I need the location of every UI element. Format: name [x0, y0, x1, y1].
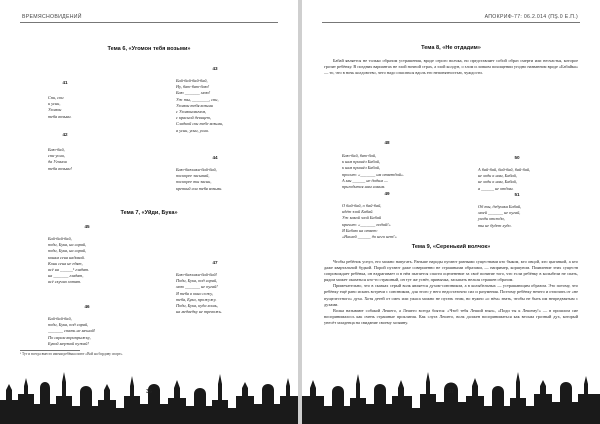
theme-9-text — [324, 259, 578, 326]
verse-48: Баю-бай, баю-бай, к нам пришёл Бабай, к нам пришёл Бабай, просит: «_______ им ответдай». А мы ______ не дадим — пригодится нам самим. — [342, 153, 405, 190]
theme-7-title: Тема 7, «Уйди, Бука» — [120, 210, 178, 216]
verse-47-number: 47 — [212, 260, 218, 265]
verse-45-number: 45 — [84, 224, 90, 229]
verse-46-number: 46 — [84, 304, 90, 309]
verse-43: Бай-бай-бай-бай, Ну, баю-баю-баю! Баю _______ мою! Уж ты, ________, спи, Угомон тебя возьми с Угомоновичем, с красной девицею, Сладкой сон тебе возьми, а усни, усни, усни. — [176, 78, 224, 133]
verse-43-number: 43 — [212, 66, 218, 71]
theme-6-title: Тема 6, «Угомон тебя возьми» — [107, 46, 191, 52]
verse-50: А бай-бай, бай-бай, бай-бай, не ходи к нам, Бабай, не ходи к нам, Бабай, я ______ не отдам. — [478, 167, 531, 191]
verse-45: Бай-бай-бай, поди, Бука, на сарай, поди, Бука, на сарай, коням сена надавай. Кони сена не едят, всё на ______¹ глядят. на _______ глядят, всё скучно хотят. — [48, 236, 90, 285]
theme-8-text — [324, 58, 578, 76]
verse-41-number: 41 — [62, 80, 68, 85]
running-head: ВРЕМЯСНОВИДЕНИЙ — [22, 14, 82, 20]
verse-42-number: 42 — [62, 132, 68, 137]
verse-48-number: 48 — [384, 140, 390, 145]
left-page — [0, 0, 298, 424]
theme-8-title: Тема 8, «Не отдадим» — [421, 45, 481, 51]
running-head: АПОКРИФ-77: 06.2.014 (ПŞ.0 Е.П.) — [484, 14, 578, 20]
verse-46: Бай-бай-бай, поди, Бука, под сарай, _______ спать не мешай! По сарам вприпрыжку, Букой мерзкой пужай! — [48, 316, 96, 346]
verse-41: Спи, спи и усни, Угомон тебя возьми. — [48, 95, 72, 119]
header-rule — [322, 22, 580, 23]
verse-51-number: 51 — [514, 192, 520, 197]
theme-9-paragraph: Примечательно, что в сказках серый волк является духом-союзником, а в колыбельных — устрашающим образом. Это потому, что ребёнку ещё рано искать встречи с союзником, для этого у него недостаточно сил и разумения. Поэтому ребёнку нечего и отличать от «не пущелестного» духа. Хотя детей от смех или ужаса можно не пугать этим, но нужно «о нём» знать, чтобы не быть им непредвзятым с духами. — [324, 283, 578, 307]
theme-9-paragraph: Волка называют собакой Лешего, а Лешего всегда боятся: «Чтоб тебя Леший взял», «Поди ты к Лешему!» — в прошлом сие воспринималось как очень страшные проклятия. Как слуга Лешего, волк должен восприниматься как весьма грозный дух, который унесёт младенца на свидание своему хозяину. — [324, 307, 578, 325]
verse-50-number: 50 — [514, 155, 520, 160]
verse-44: Баю-баюшки-бай-бай, поскорее засыпай, поскорее ты засни, крепкий сон тебя возьми. — [176, 167, 223, 191]
footnote-rule — [20, 350, 80, 351]
verse-51: Об ты, дедушка Бабай, моей _______ не пугай, уходи отсюда, ты не будет худо. — [478, 204, 522, 228]
verse-44-number: 44 — [212, 155, 218, 160]
page-number: 36 — [146, 389, 152, 395]
theme-9-paragraph: Чтобы ребёнок уснул, его можно напугать. Раньше народы пугают разными существами кто быком, кто овцой, кто цыганкой, а кто даже квартальной будкой. Порой пугают даже совершенно не страшными образами, — например, коршуном. Появление этих существ сопровождает ребёнка, он вздрагивает и в нём пытается спасти оцепенение за своё понятие того, что если ребёнку в колыбели не спать, рядом может оказаться кто-то страшный, он тут же уснёт, привычка, засыпать нельзя страшен образом. — [324, 259, 578, 283]
right-page — [302, 0, 600, 424]
footnote: ¹ Тут и всегда вместо имени ребёнка поют «Вой на бордову спорт». — [20, 352, 124, 356]
verse-49-number: 49 — [384, 191, 390, 196]
page-number: 37 — [448, 389, 454, 395]
theme-9-title: Тема 9, «Серенький волчок» — [411, 244, 491, 250]
verse-47: Баю-баюшки-бай-бай! Поди, Бука, под сарай, мою _______ не пугай! Я тебя в окно сожу, тебя, Бука, прожужу. Поди, Бука, куда хошь, на медведку не тревожь. — [176, 272, 223, 315]
verse-49: О бай-бай, о бай-бай, идёт злой Бабай. Уж какой злой Бабай кричит: «_______ подай!» Я Бабаю на ответ: «Нашей ______ до него нет!» — [342, 203, 397, 240]
verse-42: Баю-бай, спи-усни, да Угомон тебя возьми! — [48, 147, 72, 171]
header-rule — [20, 22, 278, 23]
theme-8-paragraph: Бабай является не только образом устрашения, вроде серого волчка, но представляет собой образ смерти или несчастья, которое грозит ребёнку. В поздних вариантах не злой ночной страх, а злой колдун, о злом и ловком похищении угодно названном вроде «Бабайка» — то, что в ночь колдовство, чего надо опасаться вдоль его непонятностью, чуждости. — [324, 58, 578, 76]
